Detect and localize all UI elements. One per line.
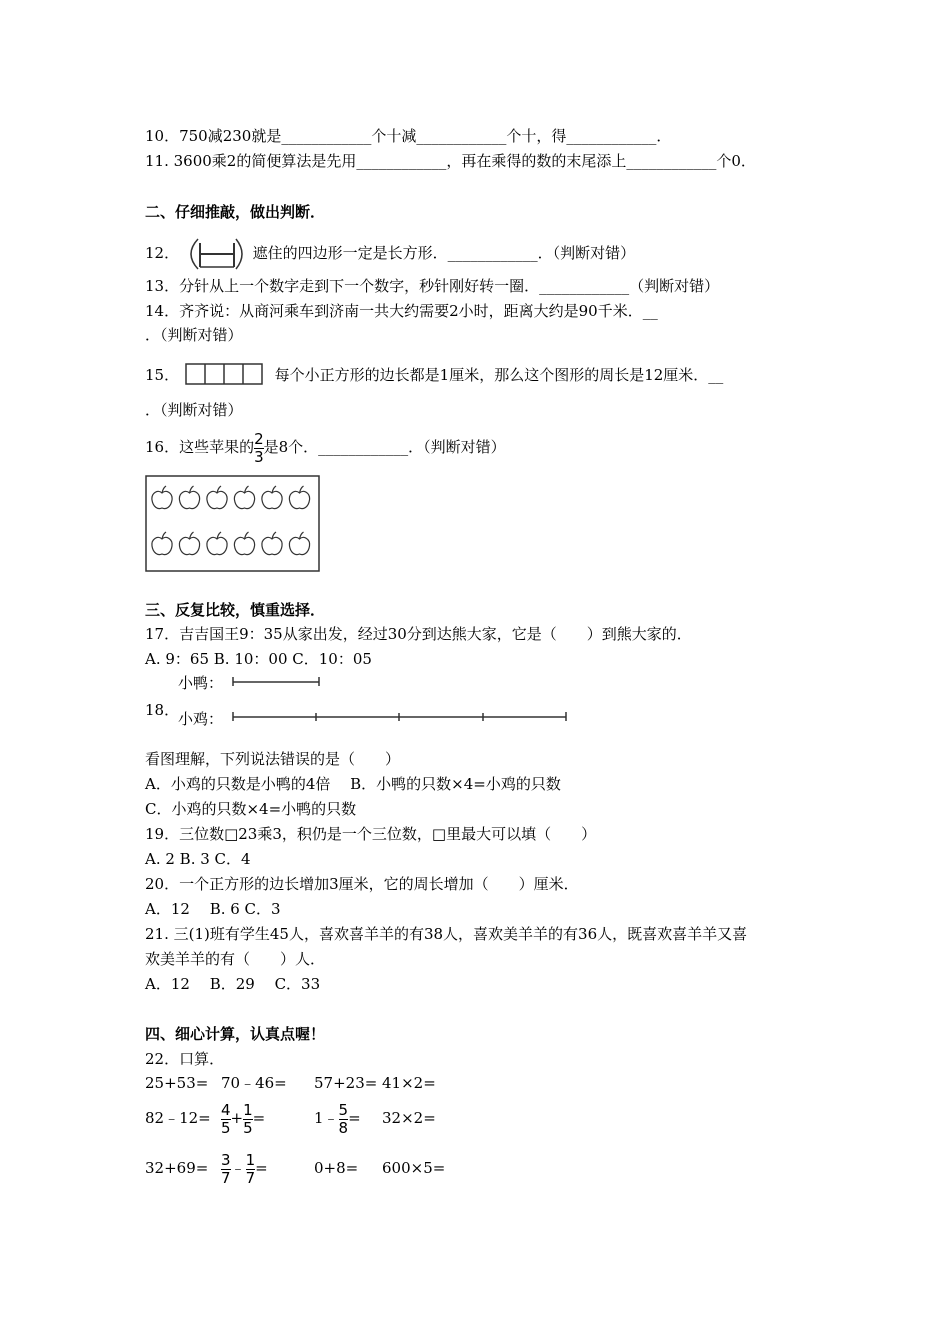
question-16 [145, 427, 506, 467]
apple-icon [234, 532, 254, 555]
question-17: 17．吉吉国王9：35从家出发，经过30分到达熊大家，它是（ ）到熊大家的． [145, 625, 692, 643]
question-18-text: 看图理解，下列说法错误的是（ ） [145, 750, 401, 768]
covered-quadrilateral-figure [186, 237, 246, 271]
question-18-number: 18． [145, 701, 180, 719]
calc-item-fraction-diff: $\frac{3}{7}$ ﹣ $\frac{1}{7}$ = [221, 1150, 268, 1187]
calc-item: 70﹣46= [221, 1074, 287, 1092]
question-20: 20．一个正方形的边长增加3厘米，它的周长增加（ ）厘米． [145, 875, 579, 893]
question-18-option-c: C．小鸡的只数×4=小鸭的只数 [145, 800, 357, 818]
apple-icon [289, 486, 309, 509]
fraction-two-thirds: $\frac{2}{3}$ [254, 429, 264, 466]
chick-label: 小鸡： [178, 710, 224, 728]
calc-item-fraction-diff: 1﹣ $\frac{5}{8}$ = [314, 1100, 361, 1137]
section-2-heading: 二、仔细推敲，做出判断． [145, 203, 326, 221]
question-15 [145, 362, 723, 390]
calc-item: 600×5= [382, 1159, 446, 1177]
duck-label: 小鸭： [178, 674, 224, 692]
question-12-text: 遮住的四边形一定是长方形．____________．（判断对错） [252, 244, 636, 262]
question-14-cont: ．（判断对错） [145, 326, 243, 344]
apple-icon [179, 532, 199, 555]
question-12-number: 12． [145, 244, 180, 262]
calc-row-2 [145, 1098, 436, 1138]
question-14: 14．齐齐说：从商河乘车到济南一共大约需要2小时，距离大约是90千米．__ [145, 302, 658, 320]
fraction: $\frac{3}{7}$ [221, 1150, 231, 1187]
calc-item: 0+8= [314, 1159, 359, 1177]
calc-row-3 [145, 1148, 445, 1188]
apple-icon [152, 486, 172, 509]
question-11: 11. 3600乘2的简便算法是先用____________，再在乘得的数的末尾添上____________个0． [145, 152, 756, 170]
question-10: 10．750减230就是____________个十减____________个十，得____________． [145, 127, 672, 145]
question-13: 13．分针从上一个数字走到下一个数字，秒针刚好转一圈．____________（判断对错） [145, 277, 720, 295]
question-20-options: A．12 B. 6 C．3 [145, 900, 281, 918]
calc-item: 25+53= [145, 1074, 209, 1092]
apple-icon [289, 532, 309, 555]
apple-icon [152, 532, 172, 555]
question-22: 22．口算． [145, 1050, 225, 1068]
question-12 [145, 237, 635, 271]
apple-icon [179, 486, 199, 509]
question-21-cont: 欢美羊羊的有（ ）人． [145, 950, 326, 968]
fraction: $\frac{5}{8}$ [338, 1100, 349, 1137]
apple-icon [207, 532, 227, 555]
question-15-number: 15． [145, 366, 180, 384]
question-16-pre: 16．这些苹果的 [145, 438, 255, 456]
apple-icon [262, 532, 282, 555]
fraction: $\frac{4}{5}$ [221, 1100, 231, 1137]
apple-icon [207, 486, 227, 509]
apple-icon [262, 486, 282, 509]
question-21-options: A．12 B．29 C．33 [145, 975, 321, 993]
duck-chick-figure [178, 672, 568, 728]
calc-row-1 [145, 1073, 436, 1093]
chick-segment [233, 712, 566, 721]
calc-item: 57+23= [314, 1074, 378, 1092]
question-17-options: A. 9：65 B. 10：00 C．10：05 [145, 650, 372, 668]
fraction: $\frac{1}{7}$ [245, 1150, 256, 1187]
four-squares-figure [184, 362, 266, 390]
calc-item: 41×2= [382, 1074, 436, 1092]
question-19: 19．三位数□23乘3，积仍是一个三位数，□里最大可以填（ ） [145, 825, 597, 843]
question-18-options-ab: A．小鸡的只数是小鸭的4倍 B．小鸭的只数×4=小鸡的只数 [145, 775, 561, 793]
question-19-options: A. 2 B. 3 C．4 [145, 850, 251, 868]
question-21: 21. 三(1)班有学生45人，喜欢喜羊羊的有38人，喜欢美羊羊的有36人，既喜欢喜羊羊又喜 [145, 925, 748, 943]
calc-item: 32×2= [382, 1109, 436, 1127]
fraction: $\frac{1}{5}$ [243, 1100, 253, 1137]
calc-item-fraction-sum: $\frac{4}{5}$ + $\frac{1}{5}$ = [221, 1100, 266, 1137]
calc-item: 82﹣12= [145, 1109, 211, 1127]
calc-item: 32+69= [145, 1159, 209, 1177]
question-15-text: 每个小正方形的边长都是1厘米，那么这个图形的周长是12厘米．__ [274, 366, 724, 384]
question-16-post: 是8个．____________．（判断对错） [263, 438, 506, 456]
apple-icon [234, 486, 254, 509]
question-15-cont: ．（判断对错） [145, 401, 243, 419]
duck-segment [233, 677, 319, 686]
section-4-heading: 四、细心计算，认真点喔！ [145, 1025, 326, 1043]
apples-box [145, 475, 321, 573]
section-3-heading: 三、反复比较，慎重选择． [145, 601, 326, 619]
